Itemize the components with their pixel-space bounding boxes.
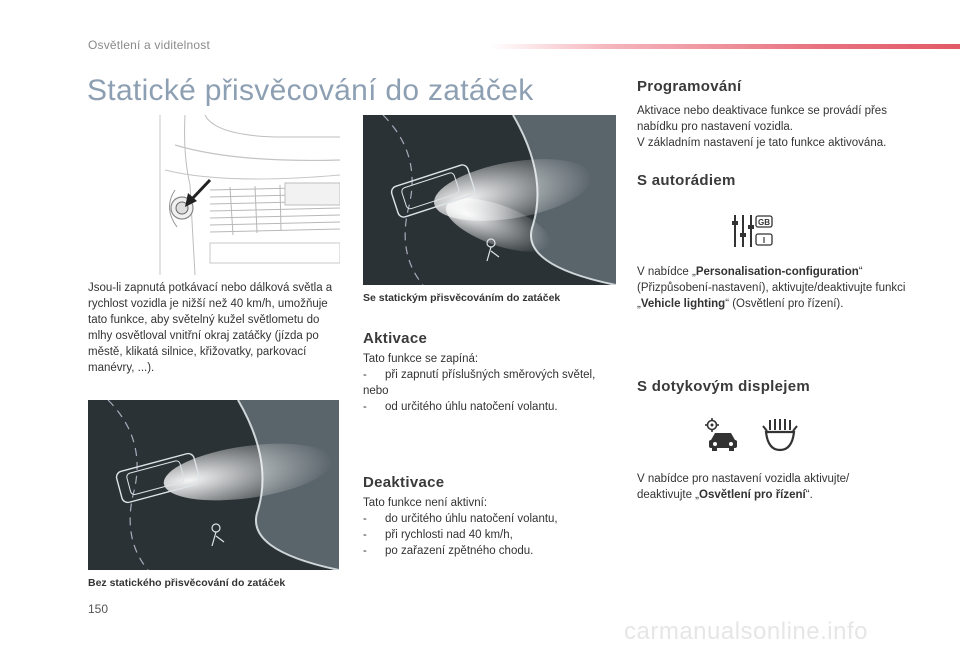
section-header: Osvětlení a viditelnost (88, 38, 210, 52)
deaktivace-lead: Tato funkce není aktivní: (363, 497, 488, 509)
aktivace-lead: Tato funkce se zapíná: (363, 353, 479, 365)
dotykovy-body: V nabídce pro nastavení vozidla aktivujte/ deaktivujte „Osvětlení pro řízení“. (637, 473, 850, 501)
autoradio-body: V nabídce „Personalisation-configuration“ (Přizpůsobení-nastavení), aktivujte/deaktivujte funkci „Vehicle lighting“ (Osvětlení pro řízení). (637, 266, 906, 310)
aktivace-or: nebo (363, 385, 389, 397)
svg-text:I: I (762, 236, 766, 245)
deaktivace-heading: Deaktivace (363, 474, 445, 491)
page-title: Statické přisvěcování do zatáček (87, 74, 534, 107)
dotykovy-heading: S dotykovým displejem (637, 378, 811, 395)
car-settings-icon (705, 418, 741, 452)
programovani-heading: Programování (637, 78, 742, 95)
settings-sliders-icon (730, 213, 774, 249)
list-item: - při rychlosti nad 40 km/h, (363, 529, 513, 541)
road-illustration-without (88, 400, 339, 570)
driving-light-icon (760, 418, 798, 452)
deaktivace-body (363, 495, 613, 559)
intro-paragraph: Jsou-li zapnutá potkávací nebo dálková světla a rychlost vozidla je nižší než 40 km/h, umožňuje tato funkce, aby světelný kužel světlometu do mlhy osvětloval vnitřní okraj zatáčky (jízda po městě, klikatá silnice, křižovatky, parkovací manévry, ...). (88, 282, 333, 374)
list-item: - od určitého úhlu natočení volantu. (363, 401, 558, 413)
autoradio-heading: S autorádiem (637, 172, 736, 189)
car-front-illustration (155, 115, 340, 275)
aktivace-body (363, 351, 613, 415)
list-item: - při zapnutí příslušných směrových světel, (363, 369, 596, 381)
road-illustration-with (363, 115, 616, 285)
watermark: carmanualsonline.info (624, 618, 868, 645)
list-item: - po zařazení zpětného chodu. (363, 545, 534, 557)
page-number: 150 (88, 602, 109, 616)
caption-without-cornering: Bez statického přisvěcování do zatáček (88, 577, 286, 589)
aktivace-heading: Aktivace (363, 330, 428, 347)
header-accent-bar (490, 44, 960, 49)
svg-text:GB: GB (758, 218, 770, 227)
fog-light-arrow-icon (155, 115, 340, 275)
programovani-body: Aktivace nebo deaktivace funkce se provádí přes nabídku pro nastavení vozidla. V základním nastavení je tato funkce aktivována. (637, 105, 887, 149)
list-item: - do určitého úhlu natočení volantu, (363, 513, 558, 525)
caption-with-cornering: Se statickým přisvěcováním do zatáček (363, 292, 561, 304)
